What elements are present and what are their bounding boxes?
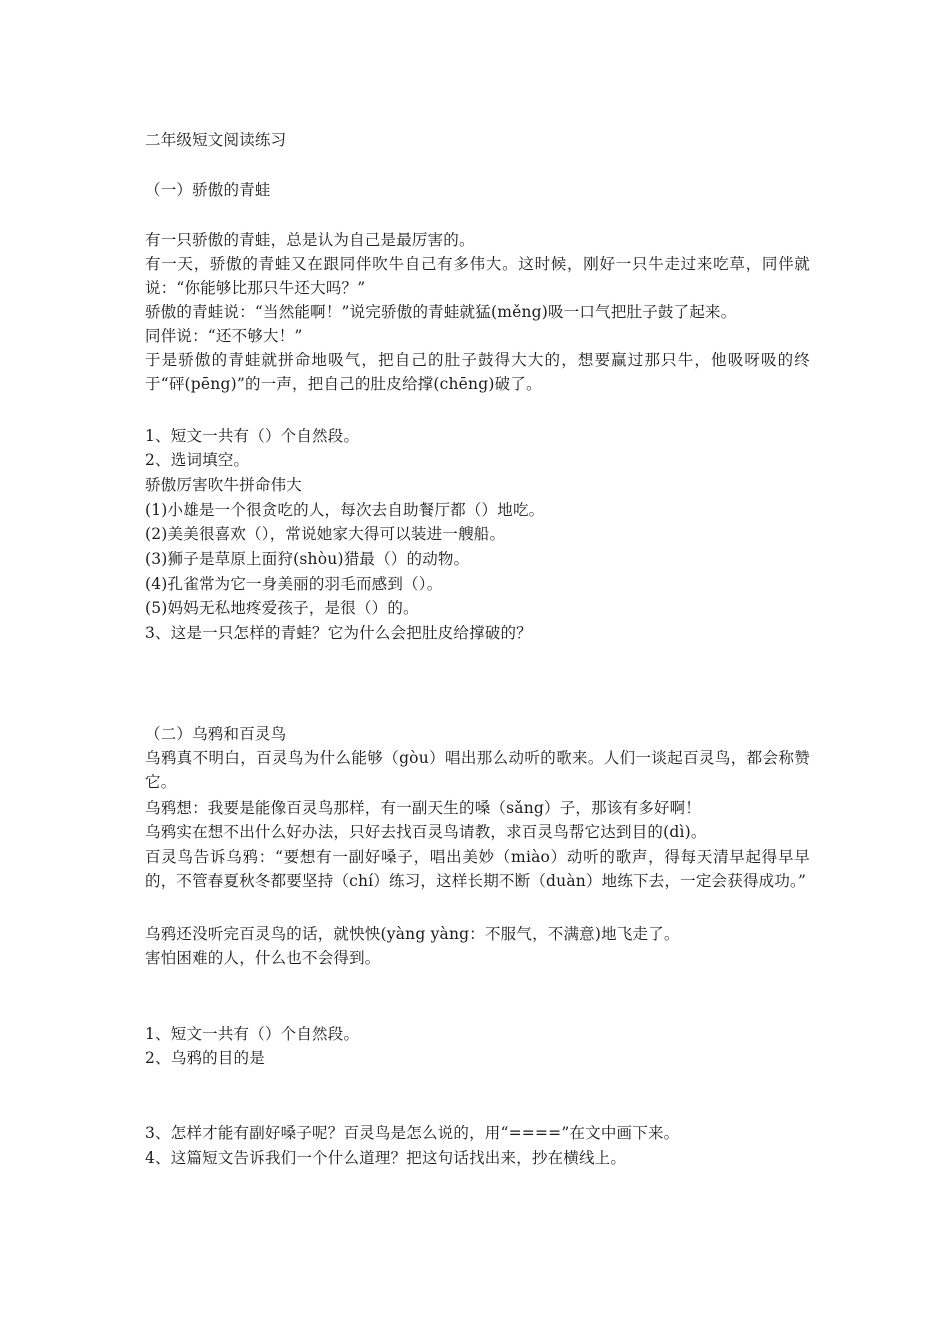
passage2-paragraph: 乌鸦还没听完百灵鸟的话，就怏怏(yàng yàng：不服气，不满意)地飞走了。 [145,925,680,943]
passage2-paragraph: 乌鸦真不明白，百灵鸟为什么能够（gòu）唱出那么动听的歌来。人们一谈起百灵鸟，都会称赞它。 [145,749,810,791]
passage1-heading: （一）骄傲的青蛙 [145,181,271,199]
passage1-paragraph: 有一只骄傲的青蛙，总是认为自己是最厉害的。 [145,231,475,249]
passage1-paragraph: 有一天，骄傲的青蛙又在跟同伴吹牛自己有多伟大。这时候，刚好一只牛走过来吃草，同伴就说：“你能够比那只牛还大吗？” [145,255,810,297]
passage1-question: 3、这是一只怎样的青蛙？它为什么会把肚皮给撑破的？ [145,624,532,642]
passage1-question: (2)美美很喜欢（），常说她家大得可以装进一艘船。 [145,525,506,543]
passage1-question: (3)狮子是草原上面狩(shòu)猎最（）的动物。 [145,550,470,568]
passage2-paragraph: 乌鸦实在想不出什么好办法，只好去找百灵鸟请教，求百灵鸟帮它达到目的(dì)。 [145,823,707,841]
passage2-question: 4、这篇短文告诉我们一个什么道理？把这句话找出来，抄在横线上。 [145,1149,627,1167]
passage1-question: (4)孔雀常为它一身美丽的羽毛而感到（）。 [145,575,443,593]
passage1-question: 1、短文一共有（）个自然段。 [145,427,360,445]
passage1-question: (1)小雄是一个很贪吃的人，每次去自助餐厅都（）地吃。 [145,501,545,519]
passage1-paragraph: 骄傲的青蛙说：“当然能啊！”说完骄傲的青蛙就猛(měng)吸一口气把肚子鼓了起来。 [145,303,737,321]
passage2-paragraph: 百灵鸟告诉乌鸦：“要想有一副好嗓子，唱出美妙（miào）动听的歌声，得每天清早起得早早的，不管春夏秋冬都要坚持（chí）练习，这样长期不断（duàn）地练下去，一定会获得成功。” [145,848,810,890]
word-bank: 骄傲厉害吹牛拼命伟大 [145,476,303,494]
passage2-question: 1、短文一共有（）个自然段。 [145,1025,360,1043]
document-title: 二年级短文阅读练习 [145,131,287,149]
passage2-heading: （二）乌鸦和百灵鸟 [145,725,287,743]
passage2-paragraph: 害怕困难的人，什么也不会得到。 [145,949,381,967]
passage1-paragraph: 于是骄傲的青蛙就拼命地吸气，把自己的肚子鼓得大大的，想要赢过那只牛，他吸呀吸的终于“砰(pēng)”的一声，把自己的肚皮给撑(chēng)破了。 [145,351,810,393]
passage1-question: (5)妈妈无私地疼爱孩子，是很（）的。 [145,599,419,617]
passage2-question: 2、乌鸦的目的是 [145,1049,265,1067]
passage1-paragraph: 同伴说：“还不够大！” [145,327,303,345]
passage2-question: 3、怎样才能有副好嗓子呢？百灵鸟是怎么说的，用“====”在文中画下来。 [145,1124,680,1142]
passage2-paragraph: 乌鸦想：我要是能像百灵鸟那样，有一副天生的嗓（sǎng）子，那该有多好啊！ [145,799,702,817]
passage1-question: 2、选词填空。 [145,451,250,469]
